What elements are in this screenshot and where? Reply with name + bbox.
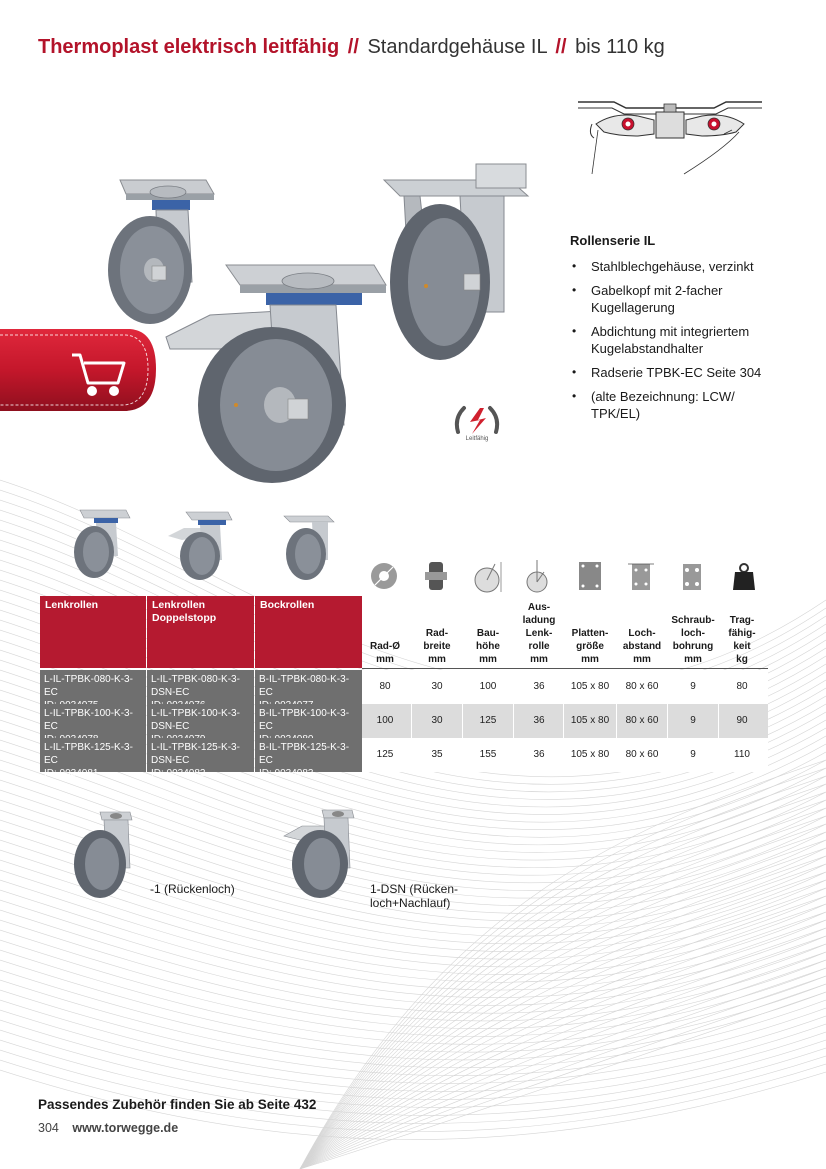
thumb-fixed-caster — [280, 508, 338, 580]
title-separator: // — [347, 36, 359, 58]
swivel-article[interactable]: L-IL-TPBK-080-K-3-EC — [40, 670, 146, 704]
cell-value: 105 x 80 — [570, 749, 610, 760]
cell-value: 80 x 60 — [625, 715, 659, 726]
column-headers — [362, 600, 768, 668]
double-lock-article[interactable]: L-IL-TPBK-125-K-3-DSN-EC ID: 0034082 — [147, 738, 254, 772]
col-header: Aus- ladung Lenk- rolle mm — [522, 602, 556, 665]
header-rule — [362, 668, 768, 669]
cell-value: 9 — [690, 749, 696, 760]
double-lock-article[interactable]: L-IL-TPBK-100-K-3-DSN-EC — [147, 704, 254, 738]
thumb-swivel-caster — [70, 506, 134, 578]
cell-value: 105 x 80 — [570, 715, 610, 726]
swivel-article[interactable]: L-IL-TPBK-100-K-3-EC — [40, 704, 146, 738]
bolt-hole-caster-photo — [70, 806, 140, 898]
feature-item: • Abdichtung mit integriertem Kugelabstandhalter — [570, 323, 770, 357]
cell-value: 35 — [431, 749, 443, 760]
cell-value: 36 — [533, 715, 545, 726]
cell-value: 30 — [431, 681, 443, 692]
feature-item: • Stahlblechgehäuse, verzinkt — [570, 258, 770, 275]
cell-value: 110 — [734, 749, 750, 760]
variant-label-1: -1 (Rückenloch) — [150, 882, 235, 896]
page-footer — [38, 1121, 178, 1135]
cell-value: 90 — [736, 715, 748, 726]
plate-size-icon — [573, 556, 607, 596]
cross-section-drawing — [574, 94, 766, 182]
series-heading: Rollenserie IL — [570, 233, 656, 248]
cell-value: 100 — [376, 715, 394, 726]
cell-value: 36 — [533, 681, 545, 692]
page-title — [38, 36, 665, 59]
wheel-width-icon — [419, 556, 453, 596]
cell-value: 9 — [690, 715, 696, 726]
table-row — [40, 738, 768, 779]
website-link[interactable]: www.torwegge.de — [72, 1121, 179, 1135]
row-values — [362, 704, 768, 738]
row-values — [362, 738, 768, 772]
row-values — [362, 670, 768, 704]
cell-value: 100 — [479, 681, 497, 692]
cell-value: 125 — [376, 749, 394, 760]
table-row — [40, 704, 768, 738]
col-header: Schraub- loch- bohrung mm — [671, 615, 715, 665]
cell-value: 155 — [479, 749, 497, 760]
fixed-article[interactable]: B-IL-TPBK-080-K-3-EC — [255, 670, 362, 704]
header-swivel: Lenkrollen — [40, 596, 146, 668]
load-weight-icon — [727, 556, 761, 596]
cell-value: 36 — [533, 749, 545, 760]
swivel-article[interactable]: L-IL-TPBK-125-K-3-EC ID: 0034081 — [40, 738, 146, 772]
title-capacity: bis 110 kg — [575, 36, 665, 58]
variant-label-2: 1-DSN (Rücken- loch+Nachlauf) — [370, 882, 459, 910]
height-icon — [471, 556, 505, 596]
table-row — [40, 670, 768, 704]
col-header: Platten- größe mm — [571, 628, 609, 665]
wheel-diameter-icon — [367, 556, 401, 596]
page-number: 304 — [38, 1121, 59, 1135]
col-header: Rad-Ø mm — [370, 641, 400, 665]
feature-list — [570, 258, 770, 422]
hole-spacing-icon — [624, 556, 658, 596]
feature-item: • (alte Bezeichnung: LCW/ TPK/EL) — [570, 388, 770, 422]
cell-value: 80 — [736, 681, 748, 692]
title-primary: Thermoplast elektrisch leitfähig — [38, 36, 340, 58]
header-double-lock: Lenkrollen Doppelstopp — [147, 596, 254, 668]
title-housing: Standardgehäuse IL — [367, 36, 547, 58]
feature-item: • Gabelkopf mit 2-facher Kugellagerung — [570, 282, 770, 316]
accessory-note: Passendes Zubehör finden Sie ab Seite 432 — [38, 1097, 317, 1112]
cell-value: 30 — [431, 715, 443, 726]
bolt-hole-icon — [675, 556, 709, 596]
col-header: Loch- abstand mm — [622, 628, 662, 665]
fixed-caster-photo — [380, 162, 530, 364]
feature-item: • Radserie TPBK-EC Seite 304 — [570, 364, 770, 381]
title-separator-2: // — [555, 36, 567, 58]
fixed-article[interactable]: B-IL-TPBK-100-K-3-EC — [255, 704, 362, 738]
offset-icon — [522, 556, 556, 596]
header-fixed: Bockrollen — [255, 596, 362, 668]
cell-value: 80 — [379, 681, 391, 692]
double-lock-caster-photo — [160, 255, 390, 485]
cell-value: 80 x 60 — [625, 749, 659, 760]
col-header: Rad- breite mm — [423, 628, 451, 665]
fixed-article[interactable]: B-IL-TPBK-125-K-3-EC ID: 0034083 — [255, 738, 362, 772]
thumb-double-lock-caster — [166, 508, 236, 580]
product-info — [570, 232, 770, 429]
double-lock-article[interactable]: L-IL-TPBK-080-K-3-DSN-EC — [147, 670, 254, 704]
bolt-hole-lock-caster-photo — [280, 806, 362, 898]
cell-value: 80 x 60 — [625, 681, 659, 692]
cell-value: 9 — [690, 681, 696, 692]
cell-value: 105 x 80 — [570, 681, 610, 692]
col-header: Trag- fähig- keit kg — [728, 615, 756, 665]
shop-banner[interactable] — [0, 325, 156, 415]
cell-value: 125 — [479, 715, 497, 726]
conductive-label: Leitfähig — [465, 436, 489, 442]
col-header: Bau- höhe mm — [476, 628, 500, 665]
